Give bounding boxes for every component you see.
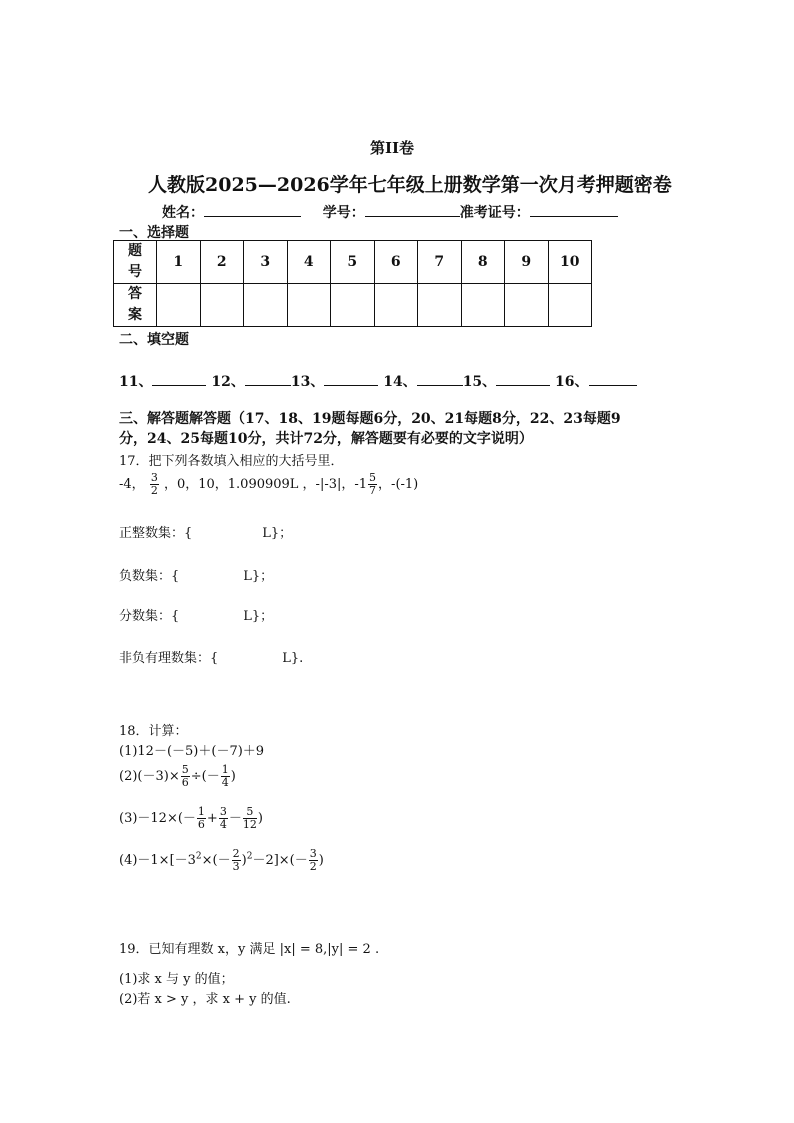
student-info-row: [162, 202, 618, 222]
blank-label: 13、: [290, 374, 325, 390]
number-cell: 4: [287, 241, 331, 284]
number-cell: 9: [505, 241, 549, 284]
blank-line[interactable]: [417, 371, 463, 386]
section2-title: 二、填空题: [119, 332, 189, 348]
set-fractions: 分数集：{ L}；: [119, 609, 274, 624]
fill-blank-row: [119, 371, 637, 391]
number-cell: 7: [418, 241, 462, 284]
answer-cell[interactable]: [461, 284, 505, 327]
fraction: $\frac{3}{2}$: [309, 847, 317, 873]
fraction: $\frac{3}{2}$: [150, 471, 158, 497]
answer-table: [113, 240, 592, 327]
set-positive-integers: 正整数集：{ L}；: [119, 526, 293, 541]
q19-part1: (1)求 x 与 y 的值；: [119, 972, 234, 987]
q17-stem: 17．把下列各数填入相应的大括号里．: [119, 454, 344, 469]
table-row: [114, 241, 592, 284]
number-cell: 6: [374, 241, 418, 284]
q19-part2: (2)若 x > y ，求 x + y 的值.: [119, 992, 291, 1007]
answer-cell[interactable]: [505, 284, 549, 327]
fraction: $\frac{5}{12}$: [242, 805, 257, 831]
name-blank[interactable]: [204, 202, 301, 217]
answer-cell[interactable]: [374, 284, 418, 327]
q18-stem: 18．计算：: [119, 724, 188, 739]
answer-cell[interactable]: [418, 284, 462, 327]
q17-text: -4，: [119, 477, 145, 492]
fraction: $\frac{5}{6}$: [181, 763, 189, 789]
row-header-answer: 答 案: [114, 284, 157, 327]
q18-part2: (2)(－3)× $\frac{5}{6}$ ÷(－ $\frac{1}{4}$ ): [119, 763, 236, 789]
number-cell: 10: [548, 241, 592, 284]
id-blank[interactable]: [365, 202, 460, 217]
set-negatives: 负数集：{ L}；: [119, 569, 274, 584]
blank-label: 12、: [211, 374, 245, 390]
fraction: $\frac{2}{3}$: [232, 847, 240, 873]
blank-label: 11、: [119, 374, 153, 390]
table-row: [114, 284, 592, 327]
exam-no-blank[interactable]: [530, 202, 618, 217]
volume-label: 第II卷: [370, 139, 415, 157]
fraction: $\frac{5}{7}$: [369, 471, 377, 497]
section3-title-line1: 三、解答题解答题（17、18、19题每题6分，20、21每题8分，22、23每题9: [119, 411, 621, 427]
answer-cell[interactable]: [548, 284, 592, 327]
number-cell: 8: [461, 241, 505, 284]
q17-text: ，-(-1): [378, 477, 419, 492]
answer-cell[interactable]: [157, 284, 201, 327]
blank-line[interactable]: [245, 371, 291, 386]
number-cell: 1: [157, 241, 201, 284]
name-label: 姓名：: [162, 205, 204, 221]
section1-title: 一、选择题: [119, 225, 189, 241]
row-header-number: 题 号: [114, 241, 157, 284]
page-title: 人教版2025—2026学年七年级上册数学第一次月考押题密卷: [148, 174, 672, 196]
blank-line[interactable]: [589, 371, 637, 386]
fraction: $\frac{1}{6}$: [197, 805, 205, 831]
fraction: $\frac{3}{4}$: [219, 805, 227, 831]
section3-title-line2: 分，24、25每题10分，共计72分，解答题要有必要的文字说明）: [119, 431, 533, 447]
number-cell: 2: [200, 241, 244, 284]
q19-stem: 19．已知有理数 x，y 满足 |x| = 8,|y| = 2 .: [119, 942, 380, 957]
q17-text: ，0，10，1.090909L ，-|-3|，-1: [163, 477, 368, 492]
exam-no-label: 准考证号：: [459, 205, 530, 221]
blank-line[interactable]: [496, 371, 550, 386]
blank-line[interactable]: [152, 371, 206, 386]
q18-part4: $(4)-1\times[-3^2\times(-$ $\frac{2}{3}$ )$^2$－2]×(－ $\frac{3}{2}$ ): [119, 847, 324, 873]
q18-part1: (1)12－(－5)＋(－7)＋9: [119, 744, 265, 759]
id-label: 学号：: [322, 205, 365, 221]
blank-line[interactable]: [324, 371, 378, 386]
q18-part3: (3)－12×(－ $\frac{1}{6}$ + $\frac{3}{4}$ － $\frac{5}{12}$ ): [119, 805, 263, 831]
fraction: $\frac{1}{4}$: [221, 763, 229, 789]
number-cell: 3: [244, 241, 288, 284]
blank-label: 16、: [555, 374, 589, 390]
answer-cell[interactable]: [200, 284, 244, 327]
set-non-negative-rationals: 非负有理数集：{ L}.: [119, 651, 304, 666]
answer-cell[interactable]: [331, 284, 375, 327]
blank-label: 15、: [462, 374, 497, 390]
q17-numbers: [119, 472, 418, 497]
blank-label: 14、: [383, 374, 417, 390]
number-cell: 5: [331, 241, 375, 284]
answer-cell[interactable]: [287, 284, 331, 327]
answer-cell[interactable]: [244, 284, 288, 327]
